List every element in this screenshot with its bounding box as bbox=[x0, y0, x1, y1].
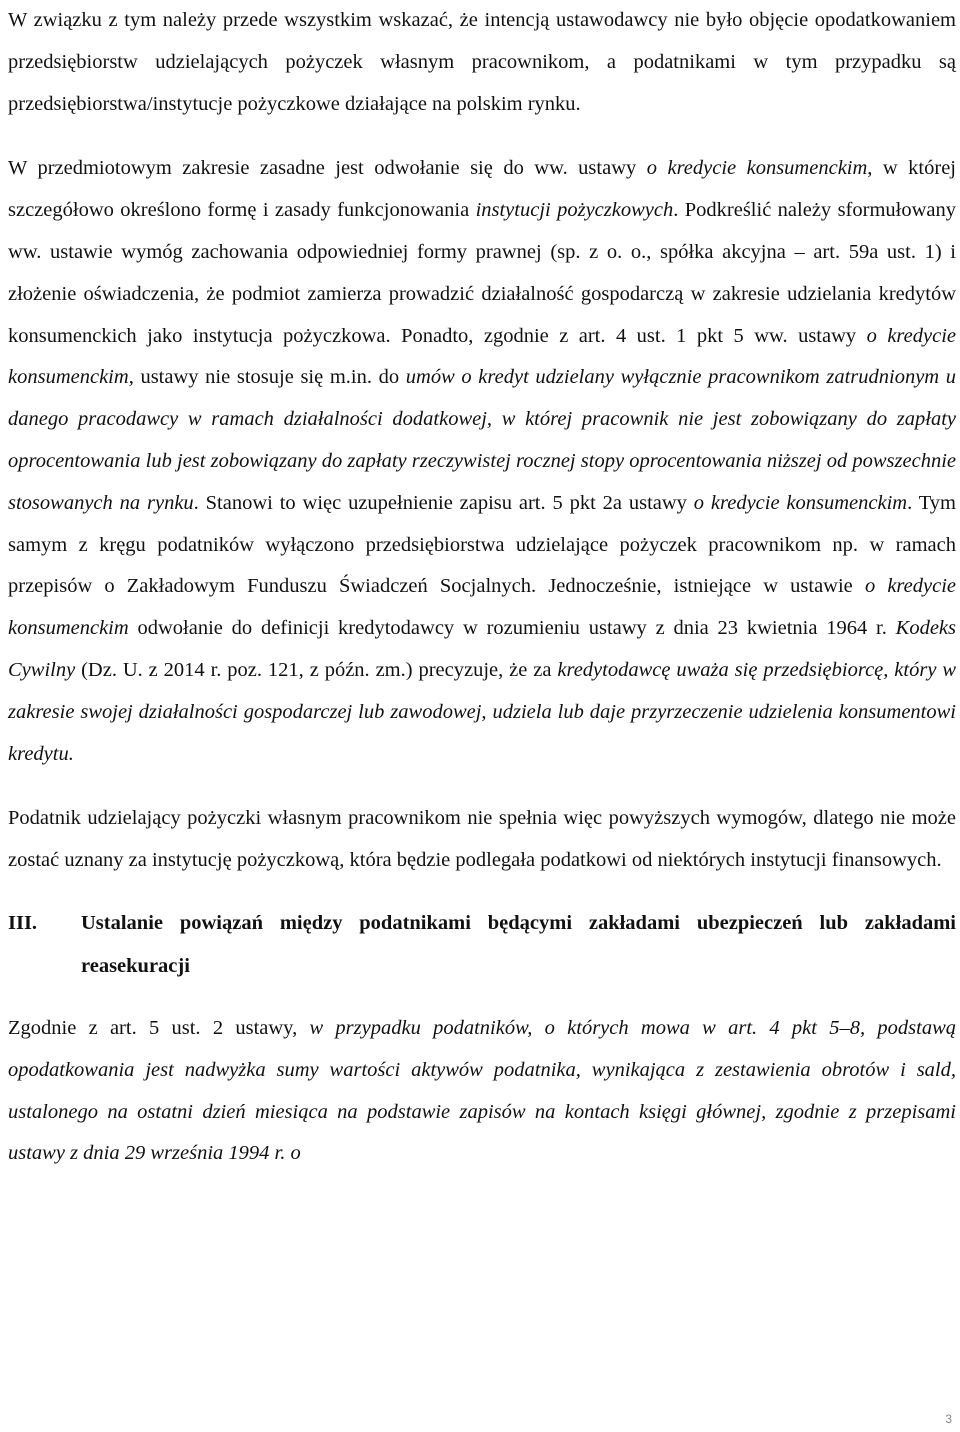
paragraph-1 bbox=[8, 0, 956, 125]
paragraph-4 bbox=[8, 1008, 956, 1175]
italic-text-segment: w przypadku podatników, o których mowa w art. 4 pkt 5–8, podstawą opodatkowania jest nadwyżka sumy wartości aktywów podatnika, wynikająca z zestawienia obrotów i sald, ustalonego na ostatni dzień miesiąca na podstawie zapisów na kontach księgi głównej, zgodnie z przepisami ustawy z dnia 29 września 1994 r. o bbox=[8, 1016, 956, 1165]
section-heading bbox=[8, 902, 956, 988]
text-segment: . Stanowi to więc uzupełnienie zapisu art. 5 pkt 2a ustawy bbox=[193, 491, 694, 514]
italic-text-segment: umów o kredyt udzielany wyłącznie pracownikom zatrudnionym u danego pracodawcy w ramach działalności dodatkowej, w której pracownik nie jest zobowiązany do zapłaty oprocentowania lub jest zobowiązany do zapłaty rzeczywistej rocznej stopy oprocentowania niższej od powszechnie stosowanych na rynku bbox=[8, 366, 956, 514]
text-segment: (Dz. U. z 2014 r. poz. 121, z późn. zm.) precyzuje, że za bbox=[75, 658, 558, 681]
text-segment: W przedmiotowym zakresie zasadne jest odwołanie się do ww. ustawy bbox=[8, 157, 647, 180]
italic-text-segment: o kredycie konsumenckim bbox=[8, 324, 956, 389]
section-title: Ustalanie powiązań między podatnikami będącymi zakładami ubezpieczeń lub zakładami reasekuracji bbox=[81, 911, 956, 977]
text-segment: . Tym samym z kręgu podatników wyłączono przedsiębiorstwa udzielające pożyczek pracownikom np. w ramach przepisów o Zakładowym Funduszu Świadczeń Socjalnych. Jednocześnie, istniejące w ustawie bbox=[8, 491, 957, 598]
section-number: III. bbox=[8, 911, 38, 934]
text-segment: . Podkreślić należy sformułowany ww. ustawie wymóg zachowania odpowiedniej formy prawnej (sp. z o. o., spółka akcyjna – art. 59a ust. 1) i złożenie oświadczenia, że podmiot zamierza prowadzić działalność gospodarczą w zakresie udzielania kredytów konsumenckich jako instytucja pożyczkowa. Ponadto, zgodnie z art. 4 ust. 1 pkt 5 ww. ustawy bbox=[8, 199, 956, 347]
text-segment: , ustawy nie stosuje się m.in. do bbox=[128, 366, 406, 389]
document-page bbox=[8, 0, 956, 1175]
text-segment: W związku z tym należy przede wszystkim wskazać, że intencją ustawodawcy nie było objęcie opodatkowaniem przedsiębiorstw udzielających pożyczek własnym pracownikom, a podatnikami w tym przypadku są przedsiębiorstwa/instytucje pożyczkowe działające na polskim rynku. bbox=[8, 9, 956, 115]
paragraph-3 bbox=[8, 798, 956, 882]
italic-text-segment: Kodeks Cywilny bbox=[8, 617, 956, 681]
italic-text-segment: instytucji pożyczkowych bbox=[475, 199, 674, 222]
italic-text-segment: o kredycie konsumenckim bbox=[8, 575, 956, 640]
paragraph-2 bbox=[8, 148, 956, 775]
text-segment: Zgodnie z art. 5 ust. 2 ustawy, bbox=[8, 1016, 310, 1039]
italic-text-segment: o kredycie konsumenckim bbox=[693, 491, 908, 514]
text-segment: Podatnik udzielający pożyczki własnym pracownikom nie spełnia więc powyższych wymogów, dlatego nie może zostać uznany za instytucję pożyczkową, która będzie podlegała podatkowi od niektórych instytucji finansowych. bbox=[8, 807, 956, 872]
text-segment: , w której szczegółowo określono formę i zasady funkcjonowania bbox=[8, 157, 956, 222]
text-segment: odwołanie do definicji kredytodawcy w rozumieniu ustawy z dnia 23 kwietnia 1964 r. bbox=[128, 617, 896, 640]
page-number: 3 bbox=[945, 1412, 952, 1426]
italic-text-segment: o kredycie konsumenckim bbox=[646, 157, 868, 180]
italic-text-segment: kredytodawcę uważa się przedsiębiorcę, który w zakresie swojej działalności gospodarczej lub zawodowej, udziela lub daje przyrzeczenie udzielenia konsumentowi kredytu. bbox=[8, 658, 956, 765]
